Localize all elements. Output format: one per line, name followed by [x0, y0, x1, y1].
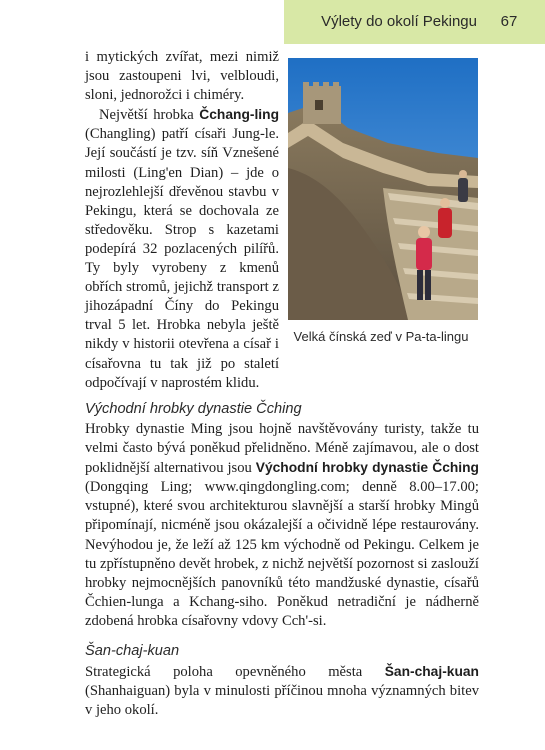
section-heading-eastern-tombs: Východní hrobky dynastie Čching: [85, 401, 302, 417]
section-heading-shanhaiguan: Šan-chaj-kuan: [85, 643, 180, 659]
great-wall-photo: [288, 58, 478, 320]
text-run: Hrobky dynastie Ming jsou hojně navštěvovány turisty, takže tu velmi často bývá poněkud přelidněno. Méně zajímavou, ale o dost poklidnější alternativou jsou: [85, 421, 479, 477]
text-run: (Shanhaiguan) byla v minulosti příčinou mnoha významných bitev v jeho okolí.: [85, 683, 479, 719]
paragraph-shanhaiguan: [85, 662, 479, 720]
bold-term-eastern-tombs: Východní hrobky dynastie Čching: [255, 460, 479, 476]
text-run: Strategická poloha opevněného města: [85, 664, 385, 680]
text-run: Největší hrobka: [99, 107, 200, 124]
paragraph-eastern-tombs: [85, 420, 479, 631]
header-bar: [284, 0, 545, 44]
bold-term-shanhaiguan: Šan-chaj-kuan: [384, 664, 479, 679]
section-shanhaiguan-body: [85, 662, 479, 720]
section-eastern-tombs-body: [85, 420, 479, 631]
left-text-column: [85, 48, 279, 393]
bold-term-changling: Čchang-ling: [199, 107, 279, 123]
photo-caption: Velká čínská zeď v Pa-ta-lingu: [293, 329, 469, 344]
text-run: (Dongqing Ling; www.qingdongling.com; denně 8.00–17.00; vstupné), které svou architekturou slavnější a starší hrobky Mingů připomínají, nicméně jsou okázalejší a očividně lépe restaurovány. Nevýhodou je, že leží až 125 km východně od Pekingu. Celkem je tu zpřístupněno devět hrobek, z nichž největší pozornost si zaslouží hrobky nejmocnějších panovníků této mandžuské dynastie, císařů Čchien-lunga a Kchang-siho. Poněkud netradiční je nádherně zdobená hrobka císařovny vdovy Cch'-si.: [85, 479, 479, 629]
running-header-title: Výlety do okolí Pekingu: [321, 13, 477, 30]
paragraph-changling: [85, 105, 279, 392]
page-number: 67: [500, 13, 518, 30]
text-run: (Changling) patří císaři Jung-le. Její součástí je tzv. síň Vznešené milosti (Ling'en Dian) – jde o nejrozlehlejší dřevěnou stavbu v Pekingu, která se dochovala ze středověku. Strop s kazetami podepírá 32 pozlacených pilířů. Ty byly vyrobeny z kmenů obřích stromů, jejichž transport z jihozápadní Číny do Pekingu trval 5 let. Hrobka nebyla ještě nikdy v historii otevřena a císař i císařovna tu tak již po staletí odpočívají v naprostém klidu.: [85, 126, 279, 391]
paragraph-continued: i mytických zvířat, mezi nimiž jsou zastoupeni lvi, velbloudi, sloni, jednorožci i chiméry.: [85, 49, 279, 104]
